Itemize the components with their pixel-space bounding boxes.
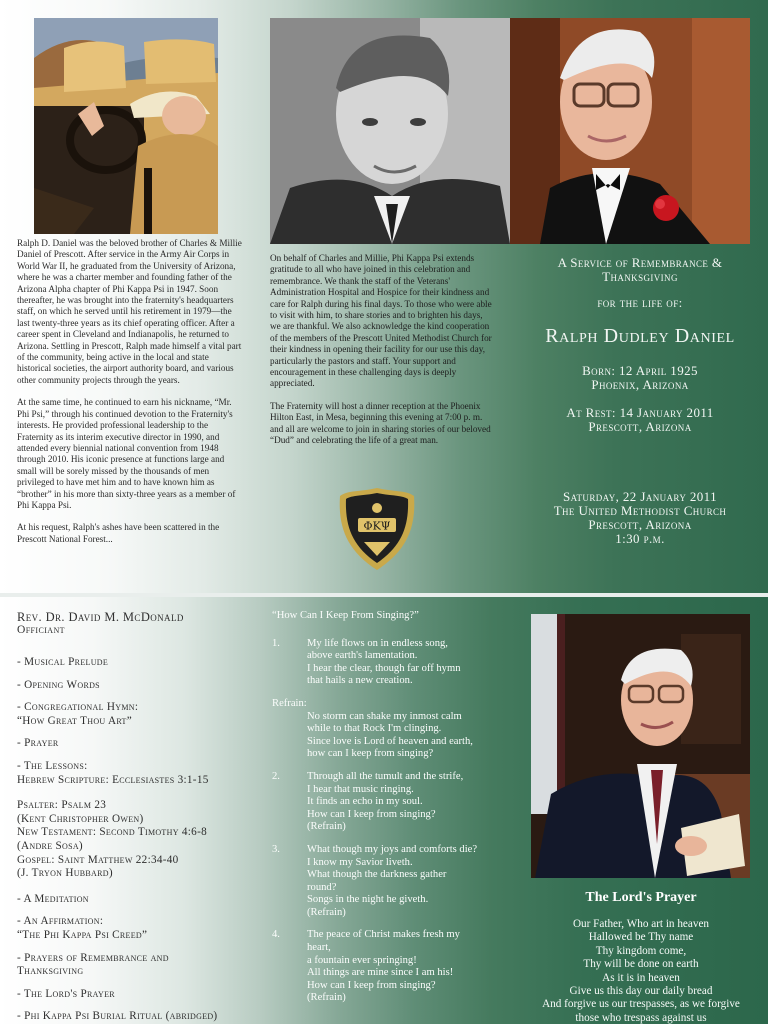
verse-line: (Refrain) (307, 821, 346, 833)
prayer-line: those who trespass against us (575, 1011, 707, 1024)
hymn-title: “How Can I Keep From Singing?” (272, 610, 419, 621)
hymn-refrain (272, 711, 512, 761)
portrait-tuxedo (510, 18, 750, 244)
prayer-line: Give us this day our daily bread (569, 985, 713, 998)
program-item: - A Meditation (17, 892, 89, 905)
rest-date: At Rest: 14 January 2011 (566, 405, 714, 420)
deceased-name: Ralph Dudley Daniel (545, 325, 735, 347)
refrain-line: while to that Rock I'm clinging. (307, 723, 442, 735)
verse-line: All things are mine since I am his! (307, 967, 454, 979)
refrain-line: No storm can shake my inmost calm (307, 710, 462, 722)
refrain-label: Refrain: (272, 697, 307, 709)
prayer-line: Our Father, Who art in heaven (572, 918, 710, 930)
refrain-line: how can I keep from singing? (307, 748, 434, 760)
verse-line: a fountain ever springing! (307, 954, 417, 966)
for-the-life-of: for the life of: (597, 295, 683, 310)
photo-convertible (34, 18, 218, 234)
program-item-affirmation (17, 915, 257, 942)
program-item-label: - The Lessons: (17, 759, 88, 772)
biography-text (17, 238, 242, 556)
verse-line: How can I keep from singing? (307, 979, 436, 991)
reading: Gospel: Saint Matthew 22:34-40 (17, 853, 179, 866)
program-item-prayers (17, 952, 257, 979)
program-item-hymn (17, 701, 257, 728)
verse-line: How can I keep from singing? (307, 808, 436, 820)
program-item: - Musical Prelude (17, 656, 109, 668)
program-item-label: - Prayers of Remembrance and (17, 951, 169, 964)
verse-line: (Refrain) (307, 992, 346, 1004)
verse-line: above earth's lamentation. (307, 650, 418, 662)
verse-line: round? (307, 881, 337, 893)
reception-paragraph: The Fraternity will host a dinner reception at the Phoenix Hilton East, in Mesa, beginning this evening at 7:00 p. m. and all are welcome to join in sharing stories of our beloved “Dud” and celebrating the life of a great man. (270, 400, 491, 446)
lords-prayer-title: The Lord's Prayer (585, 890, 697, 905)
acknowledgement-paragraph: On behalf of Charles and Millie, Phi Kappa Psi extends gratitude to all who have joined in this celebration and remembrance. We thank the staff of the Veterans' Administration Hospital and Hospice for their kindness and care for Ralph during his final days. To those who were able to visit with him, to share stories and to brighten his days, we are thankful. We also acknowledge the kind cooperation of the members of the Prescott United Methodist Church for their kindness in opening their facility for our use this day, particularly the pastors and staff. Your support and encouragement in these challenging days is deeply appreciated. (270, 253, 492, 389)
prayer-line: And forgive us our trespasses, as we forgive (542, 998, 740, 1011)
birth-place: Phoenix, Arizona (591, 377, 689, 392)
reader: (J. Tryon Hubbard) (17, 867, 113, 880)
hymn-verse (272, 844, 512, 920)
hymn-verse (272, 771, 512, 834)
officiant-name: Rev. Dr. David M. McDonald (17, 610, 184, 624)
hymn-verse (272, 638, 512, 688)
acknowledgement-text (270, 253, 495, 458)
verse-line: Through all the tumult and the strife, (307, 770, 464, 782)
program-item-label: - Congregational Hymn: (17, 701, 139, 714)
fraternity-crest-icon (336, 486, 418, 572)
verse-line: (Refrain) (307, 906, 346, 918)
verse-line: heart, (307, 942, 331, 954)
prayer-line: As it is in heaven (602, 971, 680, 984)
crest-letters: ΦΚΨ (363, 519, 391, 533)
prayer-line: Hallowed be Thy name (588, 931, 694, 944)
biography-paragraph: Ralph D. Daniel was the beloved brother of Charles & Millie Daniel of Prescott. After service in the Army Air Corps in World War II, he graduated from the University of Arizona, where he was a charter member and founding father of the Arizona Alpha chapter of Phi Kappa Psi in 1947. Soon thereafter, he was brought into the fraternity's headquarters staff, on which he served until his retirement in 1979—the last twenty-three years as its chief operating officer. After a career spent in Cleveland and Indianapolis, he returned to Arizona. Settling in Prescott, Ralph made himself a vital part of the community, being active in the local and state historical societies, the airport authority board, and various other community projects through the years. (17, 238, 242, 385)
service-church: The United Methodist Church (553, 503, 727, 518)
program-item-detail: “How Great Thou Art” (17, 714, 132, 727)
program-item-label: - An Affirmation: (17, 915, 104, 928)
verse-number: 1. (272, 637, 280, 649)
reader: (Andre Sosa) (17, 839, 83, 852)
portrait-black-and-white (270, 18, 510, 244)
program-item-label: Thanksgiving (17, 965, 84, 978)
verse-line: I hear that music ringing. (307, 783, 414, 795)
hymn-verse (272, 929, 512, 1005)
order-of-service (17, 656, 257, 1024)
service-city: Prescott, Arizona (588, 517, 692, 532)
refrain-line: Since love is Lord of heaven and earth, (307, 735, 473, 747)
program-item-lessons (17, 760, 257, 787)
program-item: - The Lord's Prayer (17, 987, 115, 1000)
reading: Psalter: Psalm 23 (17, 799, 107, 812)
program-item-detail: “The Phi Kappa Psi Creed” (17, 928, 148, 941)
program-item: - Opening Words (17, 678, 100, 691)
biography-paragraph: At his request, Ralph's ashes have been scattered in the Prescott National Forest... (17, 522, 220, 544)
rest-place: Prescott, Arizona (588, 419, 692, 434)
hymn-lyrics (272, 610, 512, 1015)
prayer-line: Thy kingdom come, (595, 944, 687, 957)
program-item-readings (17, 799, 257, 881)
verse-line: It finds an echo in my soul. (307, 796, 423, 808)
verse-line: What though my joys and comforts die? (307, 843, 478, 855)
verse-number: 3. (272, 843, 280, 855)
service-heading: Thanksgiving (602, 269, 678, 284)
verse-line: Songs in the night he giveth. (307, 894, 429, 906)
verse-line: I know my Savior liveth. (307, 856, 413, 868)
prayer-line: Thy will be done on earth (583, 958, 699, 971)
verse-line: that hails a new creation. (307, 675, 413, 687)
service-heading: A Service of Remembrance & (557, 255, 723, 270)
program-item: - Phi Kappa Psi Burial Ritual (abridged) (17, 1010, 218, 1023)
service-time: 1:30 p.m. (615, 531, 665, 546)
service-date: Saturday, 22 January 2011 (563, 489, 717, 504)
verse-number: 4. (272, 929, 280, 941)
officiant-block (17, 610, 184, 637)
officiant-title: Officiant (17, 624, 65, 636)
program-item-detail: Hebrew Scripture: Ecclesiastes 3:1-15 (17, 773, 209, 786)
biography-paragraph: At the same time, he continued to earn his nickname, “Mr. Phi Psi,” through his continued devotion to the Fraternity's interests. He provided professional leadership to the Fraternity as its interim executive director in 1990, and attended every biennial national convention from 1948 through 2010. His iconic presence at functions large and small will be sorely missed by the thousands of men privileged to have met him and to have known him as “brother” in his more than sixty-three years as a member of Phi Kappa Psi. (17, 397, 236, 510)
verse-line: What though the darkness gather (307, 869, 447, 881)
verse-number: 2. (272, 770, 280, 782)
birth-date: Born: 12 April 1925 (582, 363, 698, 378)
verse-line: I hear the clear, though far off hymn (307, 662, 461, 674)
reading: New Testament: Second Timothy 4:6-8 (17, 826, 207, 839)
verse-line: The peace of Christ makes fresh my (307, 929, 460, 941)
program-item: - Prayer (17, 737, 59, 750)
reader: (Kent Christopher Owen) (17, 812, 144, 825)
lords-prayer-text (527, 918, 755, 1024)
service-details (520, 256, 760, 546)
verse-line: My life flows on in endless song, (307, 637, 448, 649)
portrait-smiling (531, 614, 750, 878)
